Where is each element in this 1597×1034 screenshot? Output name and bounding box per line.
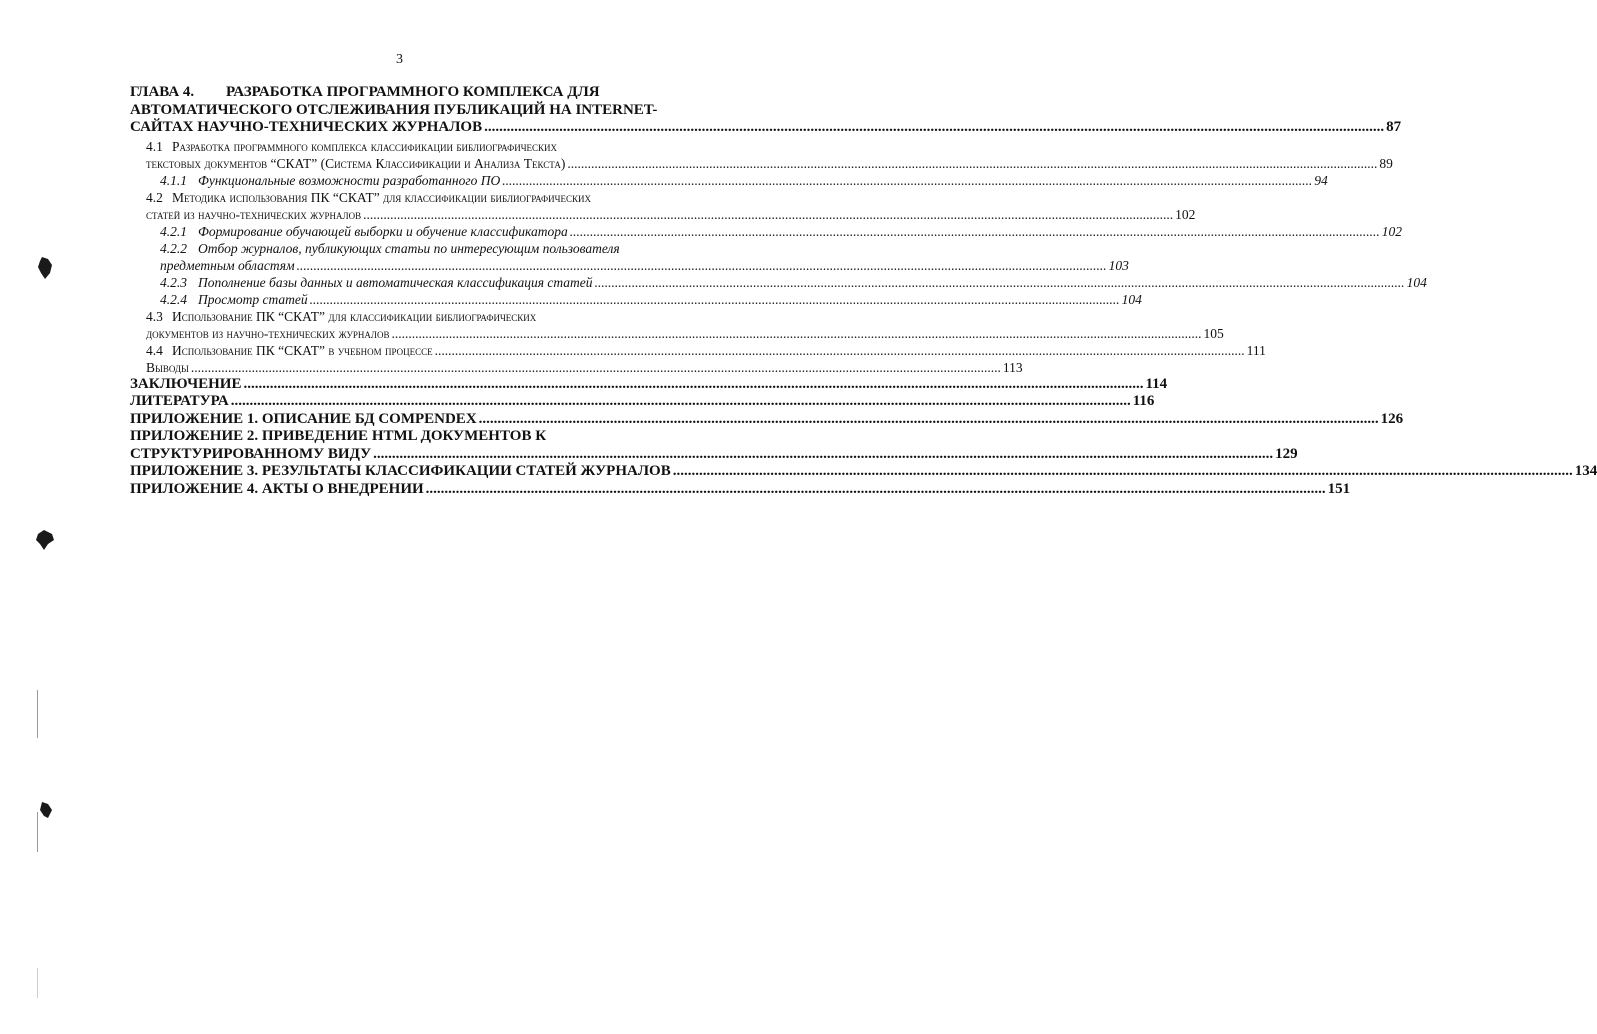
dot-leader bbox=[426, 481, 1326, 499]
page-ref: 126 bbox=[1380, 410, 1404, 427]
page-ref: 103 bbox=[1108, 257, 1129, 273]
entry-title: ЛИТЕРАТУРА bbox=[130, 393, 229, 409]
page-ref: 89 bbox=[1379, 155, 1393, 171]
chapter-title-line-2: АВТОМАТИЧЕСКОГО ОТСЛЕЖИВАНИЯ ПУБЛИКАЦИЙ НА INTERNET- bbox=[130, 101, 658, 118]
dot-leader bbox=[484, 119, 1384, 137]
entry-title: ПРИЛОЖЕНИЕ 1. ОПИСАНИЕ БД COMPENDEX bbox=[130, 410, 477, 427]
toc-entry-4-4[interactable] bbox=[130, 342, 1266, 359]
section-number: 4.1 bbox=[146, 138, 163, 154]
subsection-number: 4.2.3 bbox=[160, 274, 187, 290]
page-number: 3 bbox=[396, 52, 403, 67]
page-ref: 116 bbox=[1132, 393, 1155, 409]
dot-leader bbox=[373, 446, 1273, 464]
section-title: Использование ПК “СКАТ” в учебном процессе bbox=[172, 342, 433, 358]
entry-title-line-2: СТРУКТУРИРОВАННОМУ ВИДУ bbox=[130, 445, 372, 462]
subsection-number: 4.1.1 bbox=[160, 172, 187, 188]
toc-entry-4-1[interactable] bbox=[130, 138, 1393, 172]
page-ref: 104 bbox=[1406, 274, 1427, 290]
toc-entry-4-2-1[interactable] bbox=[130, 223, 1402, 240]
scan-speck-1 bbox=[36, 255, 56, 281]
entry-title: ПРИЛОЖЕНИЕ 4. АКТЫ О ВНЕДРЕНИИ bbox=[130, 480, 424, 497]
scan-margin-line-1 bbox=[37, 690, 38, 738]
entry-title-line-1: ПРИЛОЖЕНИЕ 2. ПРИВЕДЕНИЕ HTML ДОКУМЕНТОВ К bbox=[130, 428, 547, 444]
dot-leader bbox=[191, 359, 1001, 376]
dot-leader bbox=[595, 274, 1405, 291]
entry-title: ЗАКЛЮЧЕНИЕ bbox=[130, 375, 242, 392]
subsection-title-line-1: Отбор журналов, публикующих статьи по интересующим пользователя bbox=[198, 240, 620, 256]
section-title-line-2: документов из научно-технических журналов bbox=[146, 325, 390, 341]
section-title-line-2: статей из научно-технических журналов bbox=[146, 206, 362, 222]
page-ref: 105 bbox=[1203, 325, 1224, 341]
dot-leader bbox=[231, 393, 1131, 411]
dot-leader bbox=[673, 463, 1573, 481]
page-ref: 129 bbox=[1275, 445, 1298, 462]
dot-leader bbox=[567, 155, 1377, 172]
subsection-title: Просмотр статей bbox=[198, 291, 308, 307]
page-ref: 111 bbox=[1246, 342, 1266, 358]
toc-entry-4-1-1[interactable] bbox=[130, 172, 1328, 189]
dot-leader bbox=[479, 411, 1379, 429]
page-ref: 94 bbox=[1314, 172, 1328, 188]
subsection-number: 4.2.1 bbox=[160, 223, 187, 239]
toc-entry-4-2[interactable] bbox=[130, 189, 1196, 223]
section-number: 4.4 bbox=[146, 342, 163, 358]
chapter-label: ГЛАВА 4. bbox=[130, 84, 195, 100]
toc-entry-chapter-4[interactable] bbox=[130, 84, 1402, 137]
subsection-title: Функциональные возможности разработанного ПО bbox=[198, 172, 501, 188]
subsection-number: 4.2.2 bbox=[160, 240, 187, 256]
section-title-line-2: текстовых документов “СКАТ” (Система Классификации и Анализа Текста) bbox=[146, 155, 566, 171]
section-title-line-1: Использование ПК “СКАТ” для классификации библиографических bbox=[172, 308, 537, 324]
scan-speck-2 bbox=[34, 528, 56, 554]
subsection-title-line-2: предметным областям bbox=[160, 257, 295, 273]
subsection-title: Пополнение базы данных и автоматическая классификация статей bbox=[198, 274, 593, 290]
toc-entry-appendix-1[interactable] bbox=[130, 410, 1404, 429]
page-ref: 104 bbox=[1121, 291, 1142, 307]
subsection-title: Формирование обучающей выборки и обучение классификатора bbox=[198, 223, 568, 239]
scan-margin-line-2 bbox=[37, 812, 38, 852]
page-ref: 113 bbox=[1002, 359, 1023, 375]
toc-entry-conclusion[interactable] bbox=[130, 375, 1168, 394]
dot-leader bbox=[392, 325, 1202, 342]
page-ref: 151 bbox=[1327, 480, 1351, 497]
dot-leader bbox=[297, 257, 1107, 274]
toc-entry-conclusions-ch4[interactable] bbox=[130, 359, 1023, 376]
chapter-title-line-3: САЙТАХ НАУЧНО-ТЕХНИЧЕСКИХ ЖУРНАЛОВ bbox=[130, 119, 483, 135]
toc-entry-4-3[interactable] bbox=[130, 308, 1224, 342]
section-title-line-1: Разработка программного комплекса классификации библиографических bbox=[172, 138, 558, 154]
section-number: 4.2 bbox=[146, 189, 163, 205]
dot-leader bbox=[502, 172, 1312, 189]
toc-entry-literature[interactable] bbox=[130, 393, 1155, 411]
toc-entry-4-2-2[interactable] bbox=[130, 240, 1129, 274]
toc-entry-appendix-4[interactable] bbox=[130, 480, 1351, 499]
subsection-number: 4.2.4 bbox=[160, 291, 187, 307]
page-ref: 114 bbox=[1145, 375, 1168, 392]
page-ref: 102 bbox=[1175, 206, 1196, 222]
dot-leader bbox=[243, 376, 1143, 394]
scan-margin-line-3 bbox=[37, 968, 38, 998]
table-of-contents bbox=[130, 84, 1597, 498]
toc-entry-appendix-3[interactable] bbox=[130, 463, 1597, 481]
toc-entry-4-2-3[interactable] bbox=[130, 274, 1427, 291]
section-number: 4.3 bbox=[146, 308, 163, 324]
dot-leader bbox=[570, 223, 1380, 240]
dot-leader bbox=[310, 291, 1120, 308]
chapter-title-line-1: РАЗРАБОТКА ПРОГРАММНОГО КОМПЛЕКСА ДЛЯ bbox=[226, 84, 600, 100]
dot-leader bbox=[363, 206, 1173, 223]
entry-title: ПРИЛОЖЕНИЕ 3. РЕЗУЛЬТАТЫ КЛАССИФИКАЦИИ СТАТЕЙ ЖУРНАЛОВ bbox=[130, 463, 671, 479]
toc-entry-appendix-2[interactable] bbox=[130, 428, 1298, 463]
dot-leader bbox=[435, 342, 1245, 359]
page-ref: 102 bbox=[1381, 223, 1402, 239]
toc-entry-4-2-4[interactable] bbox=[130, 291, 1142, 308]
page-ref: 87 bbox=[1386, 119, 1402, 135]
section-title-line-1: Методика использования ПК “СКАТ” для классификации библиографических bbox=[172, 189, 591, 205]
entry-title: Выводы bbox=[146, 359, 189, 375]
page-ref: 134 bbox=[1574, 463, 1597, 479]
scan-speck-3 bbox=[38, 800, 54, 822]
